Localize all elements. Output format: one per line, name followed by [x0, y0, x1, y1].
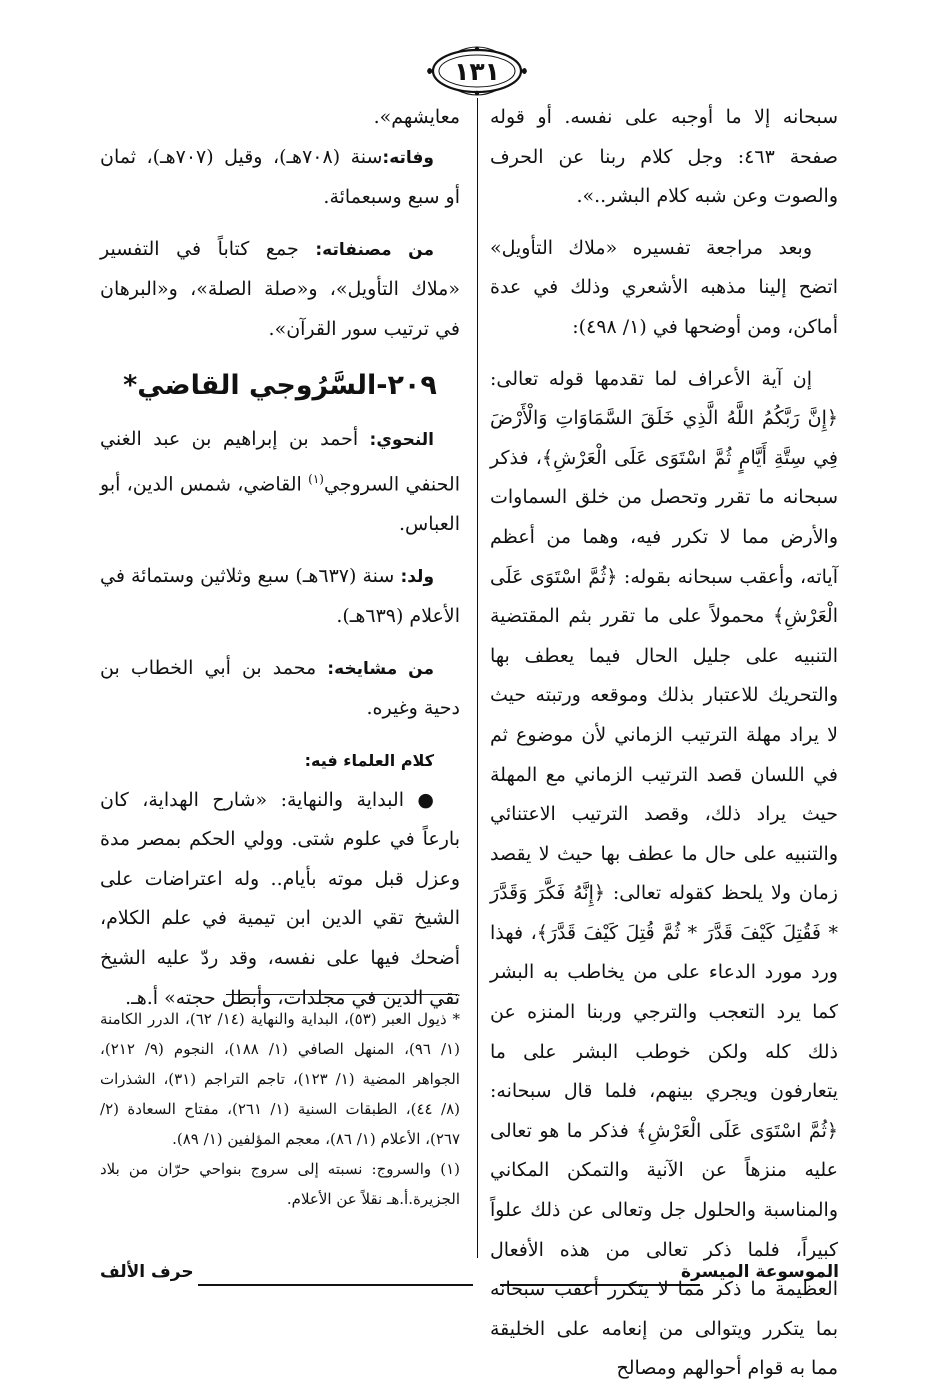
left-paragraph-1: معايشهم».	[373, 106, 460, 128]
entry-heading: ٢٠٩-السَّرُوجي القاضي*	[123, 369, 437, 401]
works-paragraph	[100, 230, 460, 350]
footer-rule-right	[500, 1284, 700, 1286]
works-text: جمع كتاباً في التفسير «ملاك التأويل»، و«صلة الصلة»، و«البرهان في ترتيب سور القرآن».	[100, 237, 460, 340]
death-label: وفاته:	[382, 147, 434, 168]
footnote-1: (١) والسروج: نسبته إلى سروج بنواحي حرّان من بلاد الجزيرة.أ.هـ نقلاً عن الأعلام.	[100, 1160, 460, 1208]
name-label: النحوي:	[369, 429, 434, 450]
column-divider	[477, 98, 478, 1258]
right-paragraph-2: وبعد مراجعة تفسيره «ملاك التأويل» اتضح إلينا مذهبه الأشعري وذلك في عدة أماكن، ومن أوضحها في (١/ ٤٩٨):	[490, 236, 838, 338]
footnote-ref: (١)	[308, 472, 324, 487]
page-number-ornament	[427, 40, 527, 102]
page-number: ١٣١	[454, 56, 500, 86]
footnote-sources: * ذيول العبر (٥٣)، البداية والنهاية (١٤/ ٦٢)، الدرر الكامنة (١/ ٩٦)، المنهل الصافي (١/ ١٨٨)، النجوم (٩/ ٢١٢)، الجواهر المضية (١/ ١٢٣)، تاجم التراجم (٣١)، الشذرات (٨/ ٤٤)، الطبقات السنية (١/ ٢٦١)، مفتاح السعادة (٢/ ٢٦٧)، الأعلام (١/ ٨٦)، معجم المؤلفين (١/ ٨٩).	[100, 1010, 460, 1148]
footer-rule-left	[198, 1284, 473, 1286]
birth-paragraph	[100, 557, 460, 637]
footer-section-label: حرف الألف	[100, 1262, 194, 1282]
right-paragraph-1: سبحانه إلا ما أوجبه على نفسه. أو قوله صفحة ٤٦٣: وجل كلام ربنا عن الحرف والصوت وعن شبه كلام البشر..».	[490, 106, 838, 208]
death-paragraph	[100, 138, 460, 218]
birth-text: سنة (٦٣٧هـ) سبع وثلاثين وستمائة في الأعلام (٦٣٩هـ).	[100, 564, 460, 628]
birth-label: ولد:	[400, 566, 435, 587]
footnote-separator	[226, 994, 458, 995]
right-paragraph-3: إن آية الأعراف لما تقدمها قوله تعالى: ﴿إِنَّ رَبَّكُمُ اللَّهُ الَّذِي خَلَقَ السَّمَاوَاتِ وَالْأَرْضَ فِي سِتَّةِ أَيَّامٍ ثُمَّ اسْتَوَى عَلَى الْعَرْشِ﴾، فذكر سبحانه ما تقرر وتحصل من خلق السماوات والأرض مما لا تكرر فيه، وهما من أعظم آياته، وأعقب سبحانه بقوله: ﴿ثُمَّ اسْتَوَى عَلَى الْعَرْشِ﴾ محمولاً على ما تقرر بثم المقتضية التنبيه على جليل الحال فيما يعطف بها والتحريك للاعتبار بذلك وموقعه ورتبته حيث لا يراد مهلة الترتيب الزماني لأن موضوع ثم في اللسان قصد الترتيب الزماني مع المهلة حيث يراد ذلك، وقصد الترتيب الاعتنائي والتنبيه على حال ما عطف بها حيث لا يقصد زمان ولا يلحظ كقوله تعالى: ﴿إِنَّهُ فَكَّرَ وَقَدَّرَ * فَقُتِلَ كَيْفَ قَدَّرَ * ثُمَّ قُتِلَ كَيْفَ قَدَّرَ﴾، فهذا ورد مورد الدعاء على من يخاطب به البشر كما يرد التعجب والترجي وربنا المنزه عن ذلك كله ولكن خوطب البشر على ما يتعارفون ويجري بينهم، فلما قال سبحانه: ﴿ثُمَّ اسْتَوَى عَلَى الْعَرْشِ﴾ فذكر ما هو تعالى عليه منزهاً عن الآنية والتمكن المكاني والمناسبة والحلول جل وتعالى عن ذلك علواً كبيراً، فلما ذكر تعالى من هذه الأفعال العظيمة ما ذكر مما لا يتكرر أعقب سبحانه بما يتكرر ويتوالى من إنعامه على الخليقة مما به قوام أحوالهم ومصالح	[490, 367, 838, 1380]
teachers-paragraph	[100, 649, 460, 729]
name-text-a: أحمد بن إبراهيم بن عبد الغني الحنفي السروجي	[100, 427, 461, 496]
left-column	[100, 98, 460, 1018]
footnotes	[100, 1004, 460, 1214]
right-column	[490, 98, 838, 1389]
footer-encyclopedia-title: الموسوعة الميسرة	[681, 1262, 839, 1282]
name-paragraph	[100, 420, 460, 545]
scholars-paragraph: ● البداية والنهاية: «شارح الهداية، كان بارعاً في علوم شتى. وولي الحكم بمصر مدة وعزل قبل موته بأيام.. وله اعتراضات على الشيخ تقي الدين ابن تيمية في علم الكلام، أضحك فيها على نفسه، وقد ردّ عليه الشيخ تقي الدين في مجلدات، وأبطل حجته» أ.هـ.	[100, 788, 460, 1009]
teachers-text: محمد بن أبي الخطاب بن دحية وغيره.	[100, 656, 460, 720]
name-text-b: القاضي، شمس الدين، أبو العباس.	[100, 473, 460, 536]
works-label: من مصنفاته:	[315, 239, 434, 260]
death-text: سنة (٧٠٨هـ)، وقيل (٧٠٧هـ)، ثمان أو سبع وسبعمائة.	[100, 145, 460, 209]
teachers-label: من مشايخه:	[327, 658, 434, 679]
scholars-subheading: كلام العلماء فيه:	[304, 751, 434, 771]
